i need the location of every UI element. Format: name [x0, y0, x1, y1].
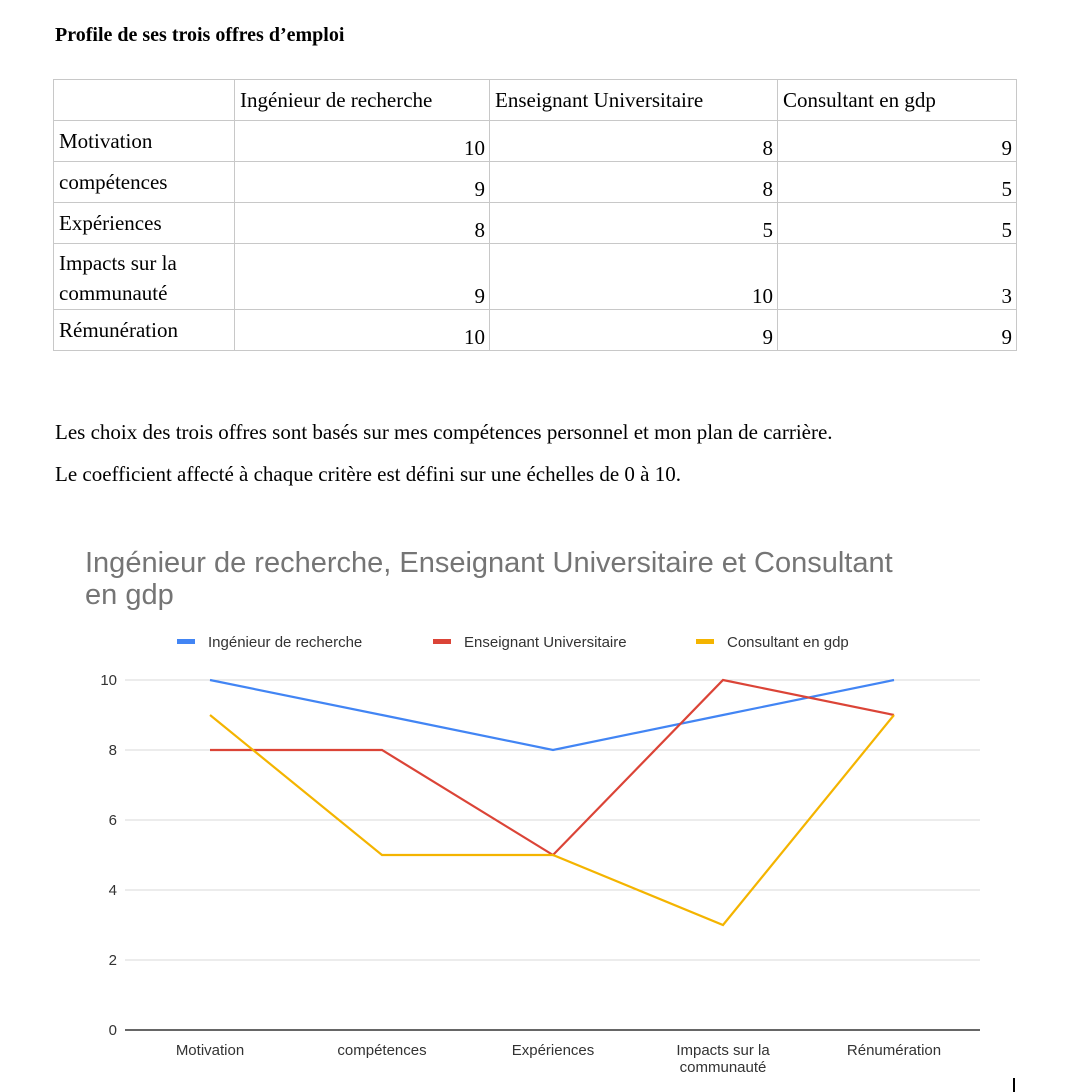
y-tick-label: 6	[108, 812, 117, 829]
legend-swatch	[177, 639, 195, 644]
chart-title: en gdp	[85, 579, 174, 611]
y-tick-label: 2	[108, 952, 117, 969]
chart-legend	[177, 634, 849, 651]
table-cell: 9	[235, 244, 490, 310]
legend-label: Consultant en gdp	[727, 634, 849, 651]
table-cell: 10	[235, 121, 490, 162]
table-header-cell: Ingénieur de recherche	[235, 80, 490, 121]
y-tick-label: 0	[108, 1022, 117, 1039]
row-label-line: Impacts sur la	[59, 251, 177, 275]
table-cell: 8	[235, 203, 490, 244]
paragraph: Le coefficient affecté à chaque critère est défini sur une échelles de 0 à 10.	[55, 462, 681, 486]
x-tick-label: communauté	[679, 1059, 767, 1076]
table-cell: 9	[235, 162, 490, 203]
y-tick-label: 8	[108, 742, 117, 759]
table-row	[54, 203, 1017, 244]
row-label: compétences	[54, 162, 235, 203]
table-cell: 9	[778, 310, 1017, 351]
table-cell: 8	[490, 162, 778, 203]
row-label-line: communauté	[59, 281, 168, 305]
legend-swatch	[696, 639, 714, 644]
row-label	[54, 244, 235, 310]
x-axis	[176, 1042, 941, 1076]
series-line	[210, 680, 894, 750]
line-chart	[0, 530, 1080, 1090]
table-cell: 5	[778, 203, 1017, 244]
table-row	[54, 121, 1017, 162]
row-label: Expériences	[54, 203, 235, 244]
row-label: Rémunération	[54, 310, 235, 351]
paragraph: Les choix des trois offres sont basés sur mes compétences personnel et mon plan de carrière.	[55, 420, 833, 444]
table-cell: 9	[490, 310, 778, 351]
table-cell: 5	[490, 203, 778, 244]
x-tick-label: Motivation	[175, 1042, 245, 1059]
table-row	[54, 162, 1017, 203]
table-header-cell: Consultant en gdp	[778, 80, 1017, 121]
x-tick-label: Rénumération	[846, 1042, 942, 1059]
chart-series	[210, 680, 894, 925]
table-row	[54, 244, 1017, 310]
table-header-cell: Enseignant Universitaire	[490, 80, 778, 121]
x-tick-label: compétences	[337, 1042, 427, 1059]
table-cell: 10	[490, 244, 778, 310]
table-cell: 3	[778, 244, 1017, 310]
table-row	[54, 310, 1017, 351]
y-tick-label: 10	[100, 672, 117, 689]
y-tick-label: 4	[108, 882, 117, 899]
x-tick-label: Impacts sur la	[676, 1042, 770, 1059]
table-header-row	[54, 80, 1017, 121]
document-heading: Profile de ses trois offres d’emploi	[55, 24, 345, 46]
table-header-empty	[54, 80, 235, 121]
text-cursor	[1013, 1078, 1015, 1092]
y-axis	[100, 672, 117, 1039]
legend-label: Ingénieur de recherche	[208, 634, 363, 651]
profile-table	[53, 79, 1017, 351]
table-cell: 9	[778, 121, 1017, 162]
row-label: Motivation	[54, 121, 235, 162]
legend-label: Enseignant Universitaire	[464, 634, 627, 651]
table-cell: 8	[490, 121, 778, 162]
table-cell: 10	[235, 310, 490, 351]
x-tick-label: Expériences	[511, 1042, 595, 1059]
table-cell: 5	[778, 162, 1017, 203]
legend-swatch	[433, 639, 451, 644]
series-line	[210, 680, 894, 855]
chart-title: Ingénieur de recherche, Enseignant Universitaire et Consultant	[85, 547, 893, 579]
